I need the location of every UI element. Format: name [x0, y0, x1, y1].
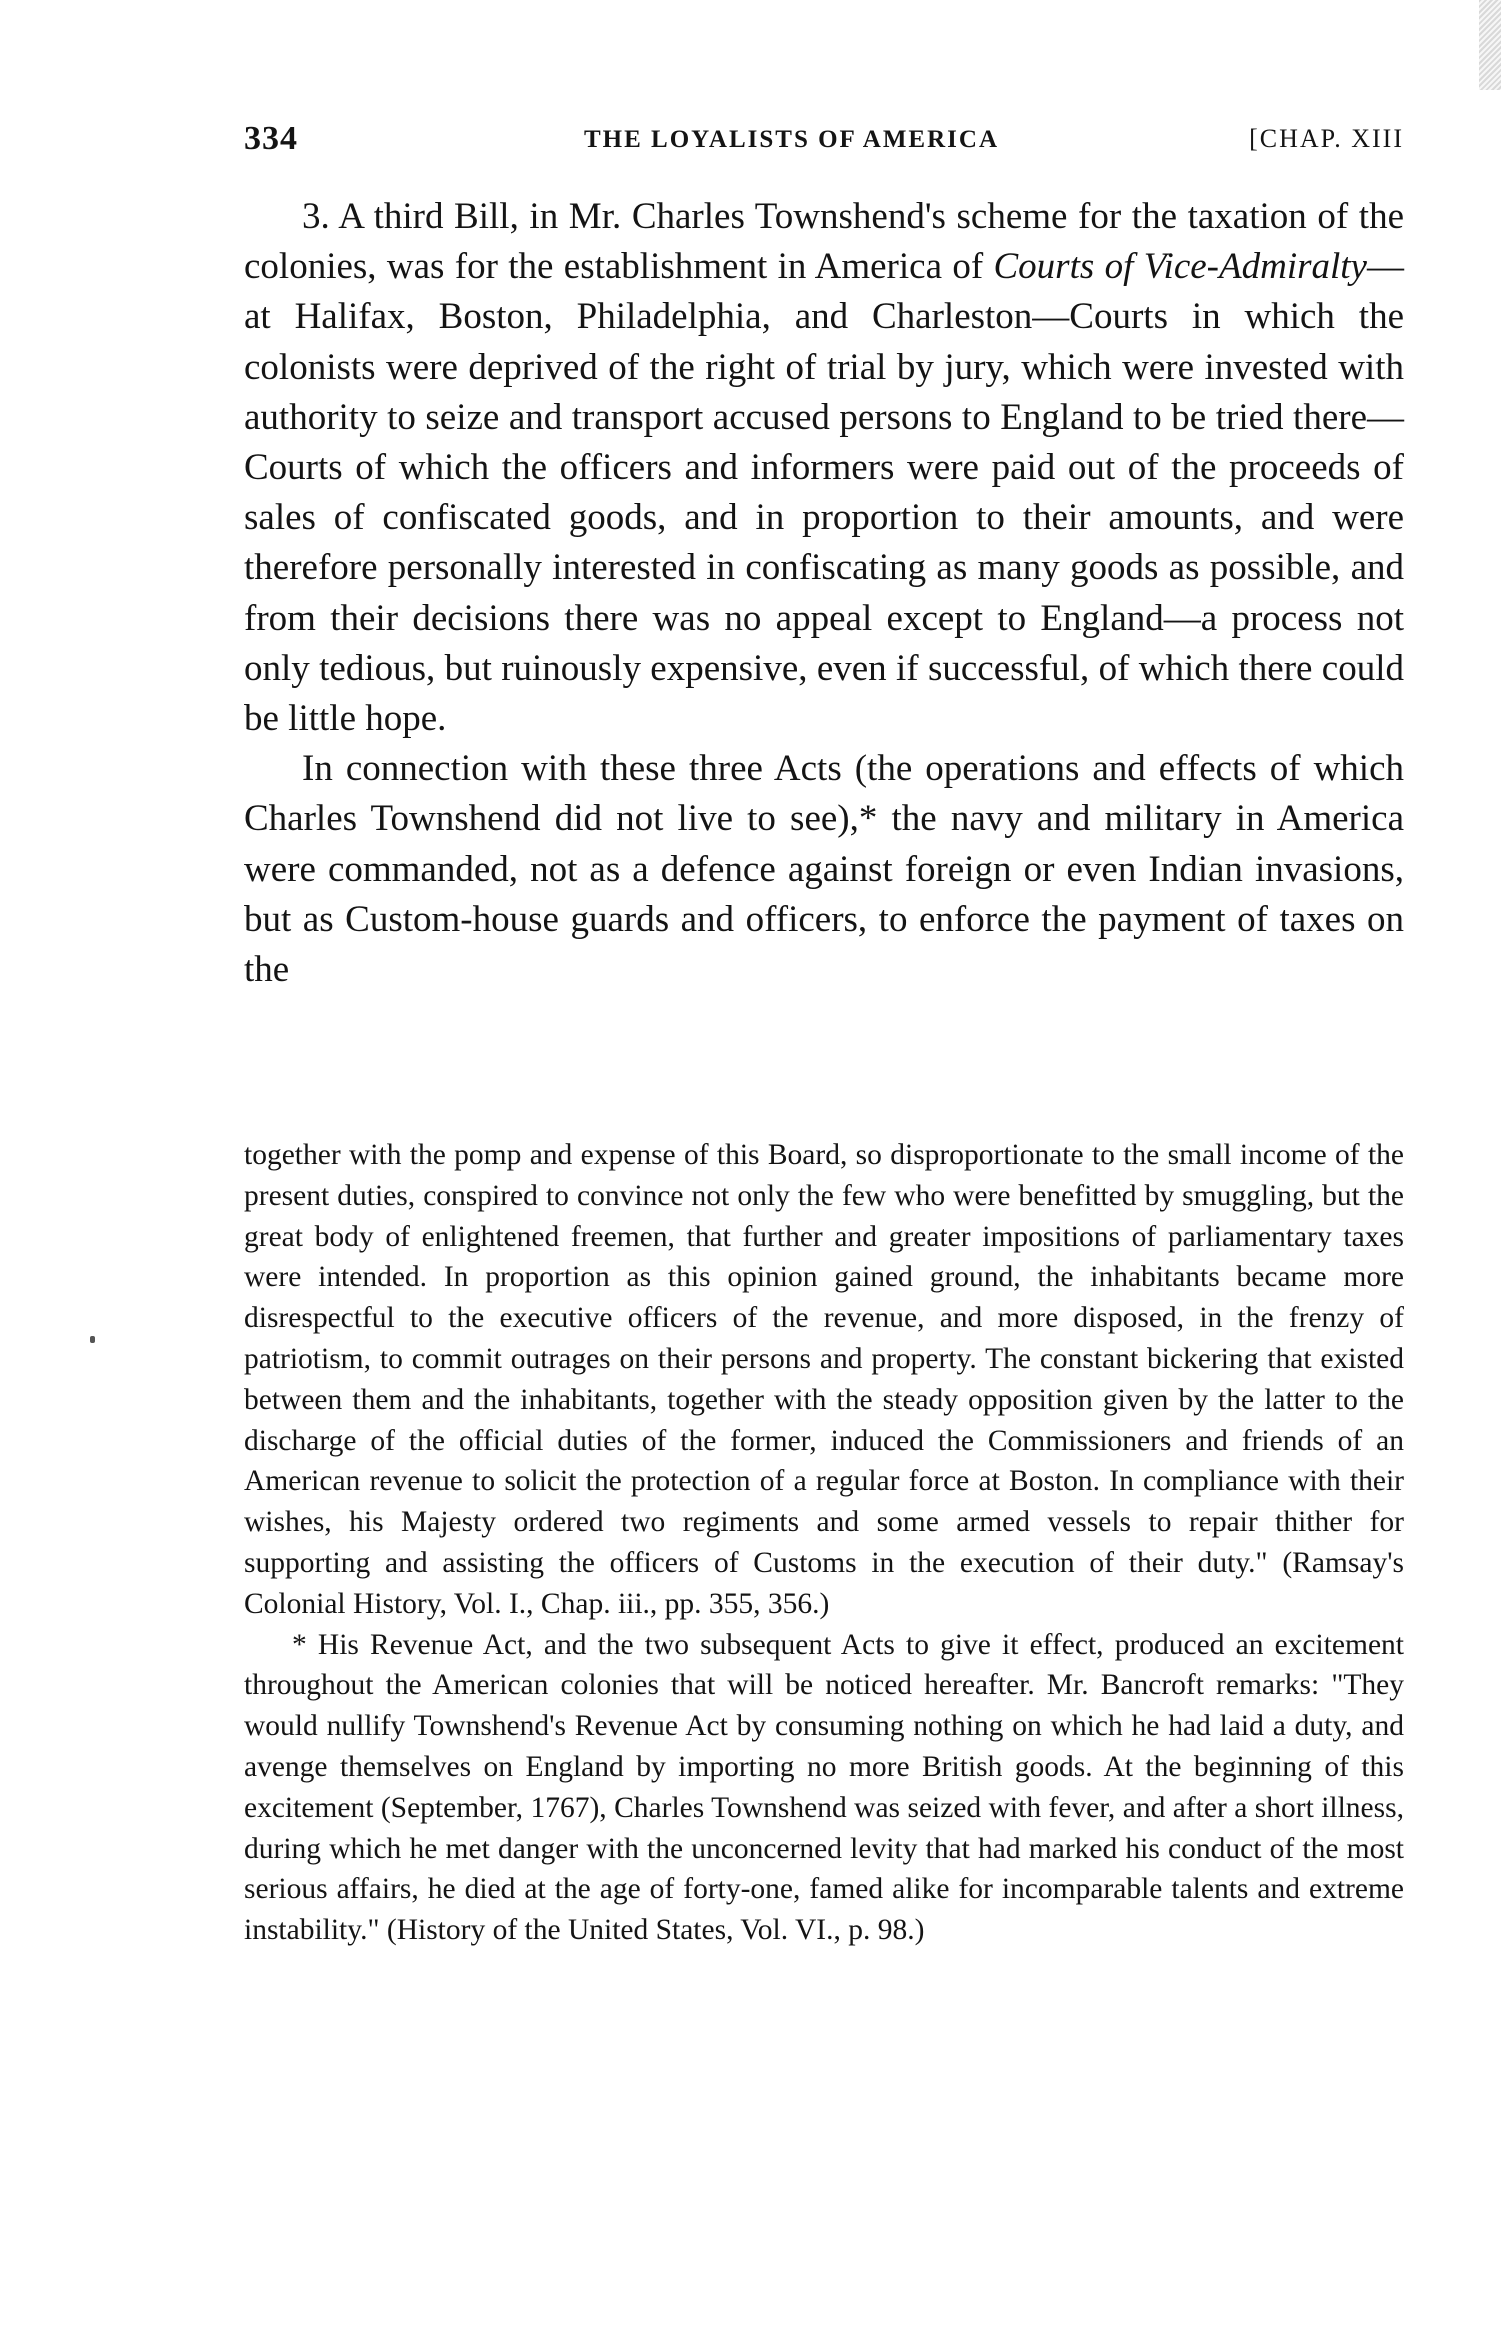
- paragraph-text-start: 3. A third Bill, in Mr. Charles Townshend's scheme for the taxation of the colonies, was for the establishment in America of: [244, 196, 1404, 288]
- running-head: [244, 120, 1404, 170]
- paragraph-navy-and-military: In connection with these three Acts (the operations and effects of which Charles Townshend did not live to see),* the navy and military in America were commanded, not as a defence against foreign or even Indian invasions, but as Custom-house guards and officers, to enforce the payment of taxes on the: [244, 748, 1404, 991]
- chapter-reference: [CHAP. XIII: [1249, 124, 1404, 153]
- running-title: THE LOYALISTS OF AMERICA: [584, 126, 999, 153]
- stray-ink-mark: [90, 1336, 95, 1343]
- scan-edge-artifact: [1479, 0, 1501, 90]
- page-number: 334: [244, 120, 298, 157]
- paragraph-text-end: —at Halifax, Boston, Philadelphia, and Charleston—Courts in which the colonists were deprived of the right of trial by jury, which were invested with authority to seize and transport accused persons to England to be tried there—Courts of which the officers and informers were paid out of the proceeds of sales of confiscated goods, and in proportion to their amounts, and were therefore personally interested in confiscating as many goods as possible, and from their decisions there was no appeal except to England—a process not only tedious, but ruinously expensive, even if successful, of which there could be little hope.: [244, 246, 1404, 740]
- paragraph-courts-of-vice-admiralty: [244, 192, 1404, 744]
- footnotes: [244, 1135, 1404, 1951]
- italic-term: Courts of Vice-Admiralty: [993, 246, 1367, 288]
- footnote-star: * His Revenue Act, and the two subsequent Acts to give it effect, produced an excitement throughout the American colonies that will be noticed hereafter. Mr. Bancroft remarks: "They would nullify Townshend's Revenue Act by consuming nothing on which he had laid a duty, and avenge themselves on England by importing no more British goods. At the beginning of this excitement (September, 1767), Charles Townshend was seized with fever, and after a short illness, during which he met danger with the unconcerned levity that had marked his conduct of the most serious affairs, he died at the age of forty-one, famed alike for incomparable talents and extreme instability." (History of the United States, Vol. VI., p. 98.): [244, 1628, 1404, 1947]
- main-text: [244, 192, 1404, 995]
- footnote-continuation: together with the pomp and expense of this Board, so disproportionate to the small income of the present duties, conspired to convince not only the few who were benefitted by smuggling, but the great body of enlightened freemen, that further and greater impositions of parliamentary taxes were intended. In proportion as this opinion gained ground, the inhabitants became more disrespectful to the executive officers of the revenue, and more disposed, in the frenzy of patriotism, to commit outrages on their persons and property. The constant bickering that existed between them and the inhabitants, together with the steady opposition given by the latter to the discharge of the official duties of the former, induced the Commissioners and friends of an American revenue to solicit the protection of a regular force at Boston. In compliance with their wishes, his Majesty ordered two regiments and some armed vessels to repair thither for supporting and assisting the officers of Customs in the execution of their duty." (Ramsay's Colonial History, Vol. I., Chap. iii., pp. 355, 356.): [244, 1139, 1404, 1620]
